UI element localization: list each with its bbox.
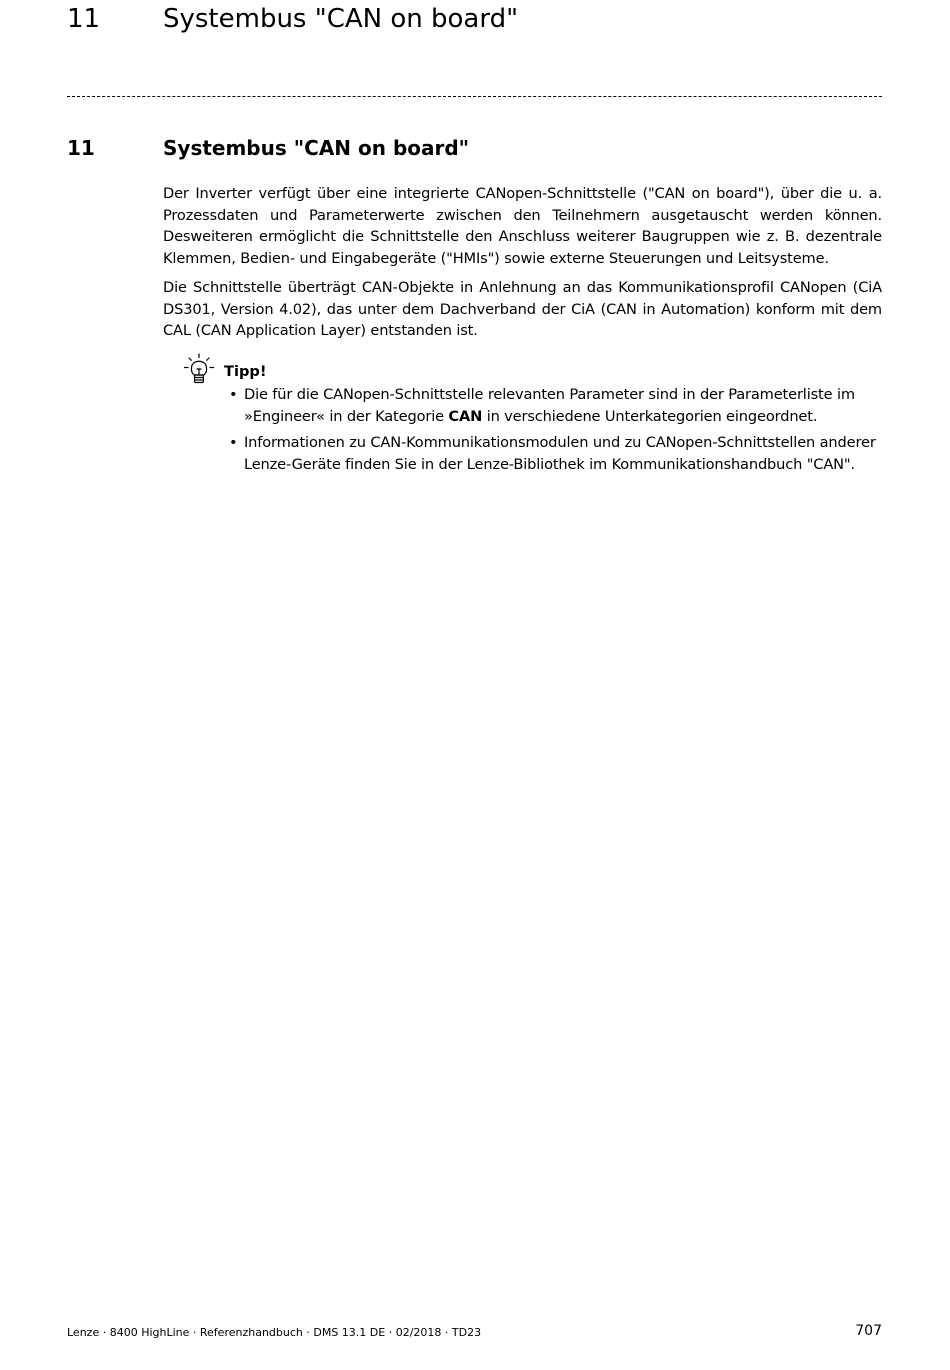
section-title: Systembus "CAN on board"	[163, 136, 470, 160]
running-header-chapter-number: 11	[67, 4, 101, 34]
tip-label: Tipp!	[224, 363, 267, 380]
page-number: 707	[855, 1323, 882, 1339]
paragraph-intro: Der Inverter verfügt über eine integrierte CANopen-Schnittstelle ("CAN on board"), über die u. a. Prozessdaten und Parameterwerte zwischen den Teilnehmern ausgetauscht werden können. Desweiteren ermöglicht die Schnittstelle den Anschluss weiterer Baugruppen wie z. B. dezentrale Klemmen, Bedien- und Eingabegeräte ("HMIs") sowie externe Steuerungen und Leitsysteme.	[163, 185, 882, 267]
bullet-icon: •	[229, 434, 238, 451]
tip-list	[229, 384, 882, 480]
tip-item-text-before: Die für die CANopen-Schnittstelle relevanten Parameter sind in der Parameterliste im »Engineer« in der Kategorie	[244, 386, 855, 425]
header-divider	[67, 96, 882, 97]
tip-item-text-after: in verschiedene Unterkategorien eingeordnet.	[482, 407, 818, 425]
paragraph-canopen-profile: Die Schnittstelle überträgt CAN-Objekte in Anlehnung an das Kommunikationsprofil CANopen (CiA DS301, Version 4.02), das unter dem Dachverband der CiA (CAN in Automation) konform mit dem CAL (CAN Application Layer) entstanden ist.	[163, 279, 882, 339]
running-header	[67, 0, 887, 40]
section-heading	[67, 134, 887, 162]
bullet-icon: •	[229, 386, 238, 403]
tip-item-text: Informationen zu CAN-Kommunikationsmodulen und zu CANopen-Schnittstellen anderer Lenze-Geräte finden Sie in der Lenze-Bibliothek im Kommunikationshandbuch "CAN".	[244, 434, 876, 473]
tip-list-item	[229, 432, 882, 475]
lightbulb-icon	[182, 352, 216, 386]
section-number: 11	[67, 136, 95, 160]
tip-list-item	[229, 384, 882, 427]
body-text	[163, 183, 882, 350]
running-header-chapter-title: Systembus "CAN on board"	[163, 4, 519, 34]
tip-item-keyword: CAN	[448, 407, 483, 425]
footer-document-info: Lenze · 8400 HighLine · Referenzhandbuch · DMS 13.1 DE · 02/2018 · TD23	[67, 1326, 482, 1339]
